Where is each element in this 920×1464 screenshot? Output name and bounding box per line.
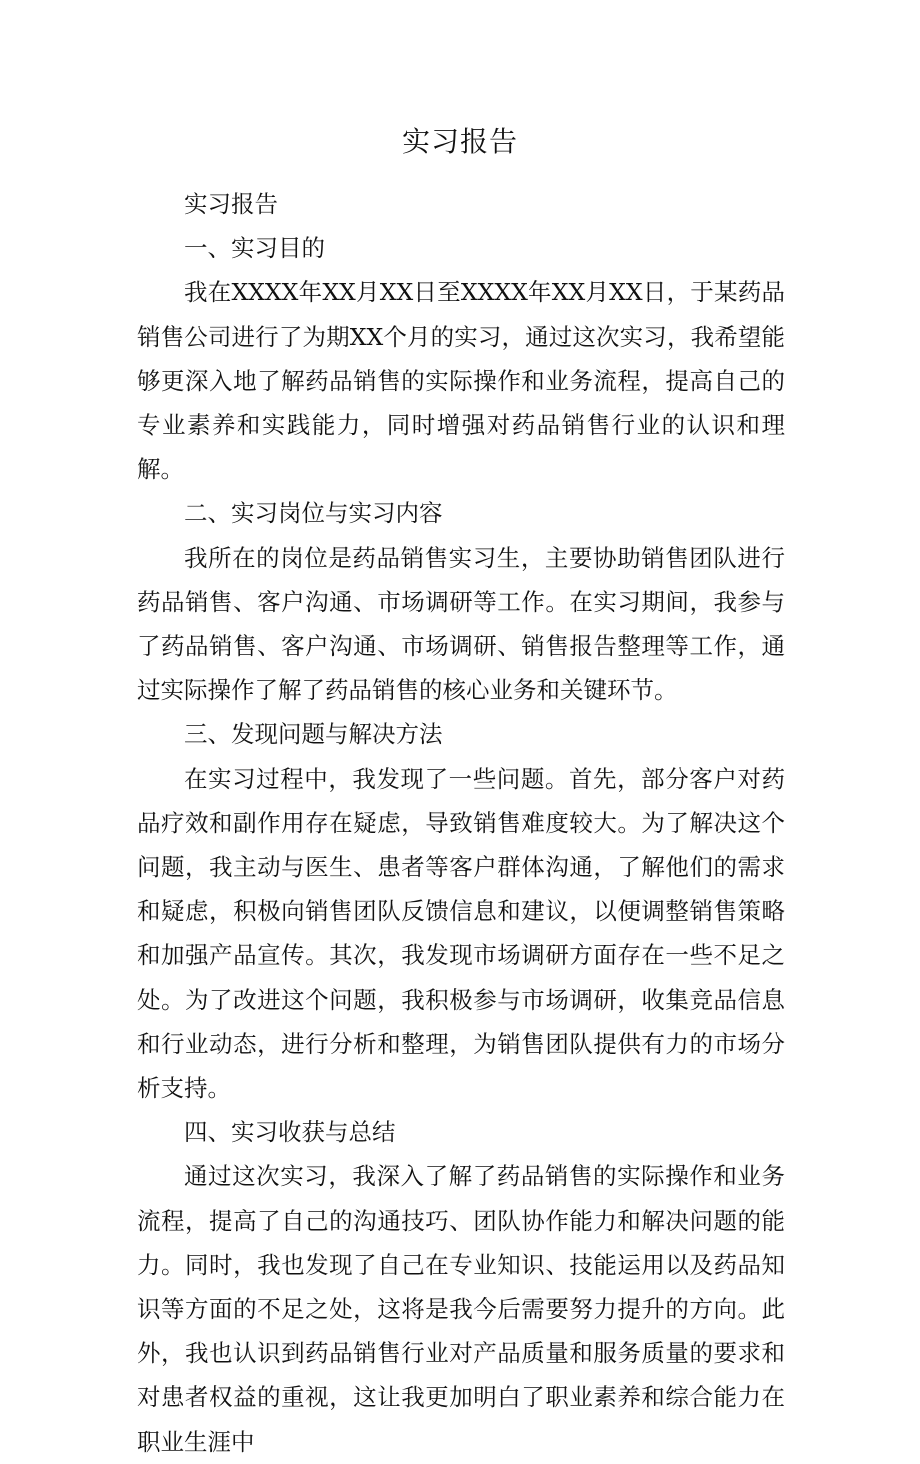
heading-purpose: 一、实习目的	[184, 234, 325, 263]
paragraph-position-content: 我所在的岗位是药品销售实习生，主要协助销售团队进行药品销售、客户沟通、市场调研等工作。在实习期间，我参与了药品销售、客户沟通、市场调研、销售报告整理等工作，通过实际操作了解了药品销售的核心业务和关键环节。	[137, 543, 785, 705]
paragraph-purpose: 我在XXXX年XX月XX日至XXXX年XX月XX日，于某药品销售公司进行了为期XX个月的实习，通过这次实习，我希望能够更深入地了解药品销售的实际操作和业务流程，提高自己的专业素养和实践能力，同时增强对药品销售行业的认识和理解。	[137, 278, 785, 484]
heading-problems-solutions: 三、发现问题与解决方法	[184, 720, 443, 749]
document-body	[137, 182, 785, 1464]
document-title: 实习报告	[401, 125, 518, 158]
paragraph-gains-summary: 通过这次实习，我深入了解了药品销售的实际操作和业务流程，提高了自己的沟通技巧、团队协作能力和解决问题的能力。同时，我也发现了自己在专业知识、技能运用以及药品知识等方面的不足之处，这将是我今后需要努力提升的方向。此外，我也认识到药品销售行业对产品质量和服务质量的要求和对患者权益的重视，这让我更加明白了职业素养和综合能力在职业生涯中	[137, 1162, 785, 1456]
heading-position-content: 二、实习岗位与实习内容	[184, 499, 443, 528]
paragraph-report-label: 实习报告	[184, 190, 278, 218]
heading-gains-summary: 四、实习收获与总结	[184, 1118, 396, 1147]
paragraph-problems-solutions: 在实习过程中，我发现了一些问题。首先，部分客户对药品疗效和副作用存在疑虑，导致销售难度较大。为了解决这个问题，我主动与医生、患者等客户群体沟通，了解他们的需求和疑虑，积极向销售团队反馈信息和建议，以便调整销售策略和加强产品宣传。其次，我发现市场调研方面存在一些不足之处。为了改进这个问题，我积极参与市场调研，收集竞品信息和行业动态，进行分析和整理，为销售团队提供有力的市场分析支持。	[137, 764, 785, 1103]
